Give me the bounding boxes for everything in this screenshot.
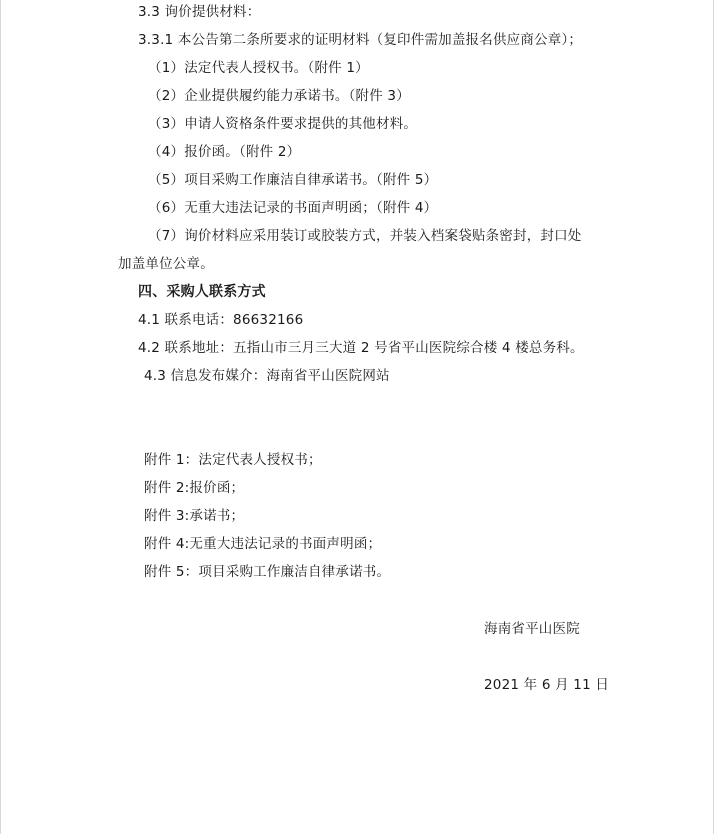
sub-item-1: （1）法定代表人授权书。（附件 1）	[148, 60, 369, 76]
sub-item-5: （5）项目采购工作廉洁自律承诺书。（附件 5）	[148, 172, 438, 188]
attachment-3: 附件 3:承诺书；	[144, 508, 245, 524]
sub-item-4: （4）报价函。（附件 2）	[148, 144, 301, 160]
sub-item-6: （6）无重大违法记录的书面声明函；（附件 4）	[148, 200, 438, 216]
sub-item-2: （2）企业提供履约能力承诺书。（附件 3）	[148, 88, 410, 104]
attachment-5: 附件 5：项目采购工作廉洁自律承诺书。	[144, 564, 391, 580]
sub-item-7-line2: 加盖单位公章。	[118, 256, 214, 272]
signature-date: 2021 年 6 月 11 日	[484, 677, 610, 693]
info-media: 4.3 信息发布媒介：海南省平山医院网站	[144, 368, 390, 384]
signature-organization: 海南省平山医院	[484, 621, 580, 637]
attachment-1: 附件 1：法定代表人授权书；	[144, 452, 322, 468]
contact-address: 4.2 联系地址：五指山市三月三大道 2 号省平山医院综合楼 4 楼总务科。	[138, 340, 584, 356]
sub-item-3: （3）申请人资格条件要求提供的其他材料。	[148, 116, 418, 132]
attachment-4: 附件 4:无重大违法记录的书面声明函；	[144, 536, 382, 552]
section-4-heading: 四、采购人联系方式	[138, 284, 266, 300]
attachment-2: 附件 2:报价函；	[144, 480, 245, 496]
contact-phone: 4.1 联系电话：86632166	[138, 312, 304, 328]
item-3-3-1: 3.3.1 本公告第二条所要求的证明材料（复印件需加盖报名供应商公章）；	[138, 32, 583, 48]
sub-item-7-line1: （7）询价材料应采用装订或胶装方式，并装入档案袋贴条密封，封口处	[148, 228, 582, 244]
section-3-3-heading: 3.3 询价提供材料：	[138, 4, 261, 20]
